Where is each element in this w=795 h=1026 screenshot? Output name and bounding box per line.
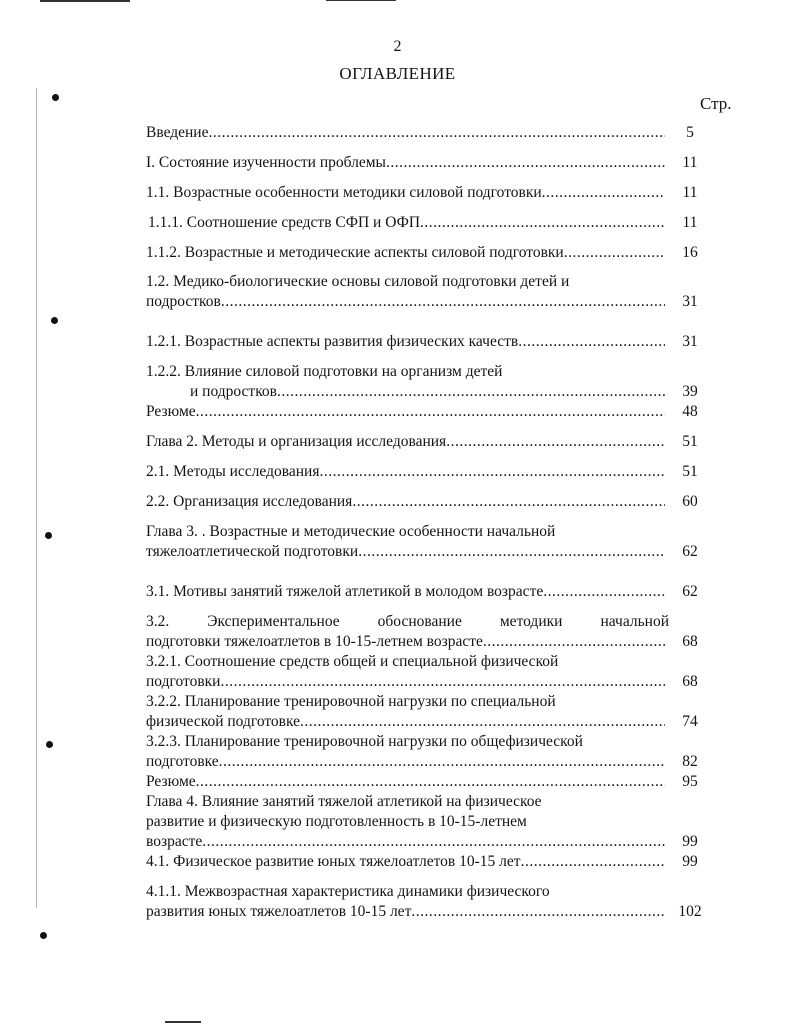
page-column-header: Стр. <box>700 94 732 113</box>
toc-entry-page: 39 <box>682 383 698 400</box>
dot-leader <box>521 852 665 872</box>
toc-entry-page: 48 <box>682 403 698 420</box>
toc-entry-page: 31 <box>682 293 698 310</box>
toc-entry-title: тяжелоатлетической подготовки <box>146 543 359 560</box>
dot-leader <box>220 672 665 692</box>
dot-leader <box>358 542 665 562</box>
toc-entry-page: 31 <box>682 333 698 350</box>
toc-entry-title: развития юных тяжелоатлетов 10-15 лет <box>146 903 412 920</box>
toc-entry-line: 4.1.1. Межвозрастная характеристика динамики физического <box>146 883 550 900</box>
toc-entry-page: 11 <box>682 184 698 201</box>
toc-entry-title: подростков <box>146 293 221 310</box>
toc-entry <box>146 462 709 482</box>
toc-entry-title: 4.1. Физическое развитие юных тяжелоатлетов 10-15 лет <box>146 853 521 870</box>
dot-leader <box>208 123 665 143</box>
dot-leader <box>352 492 665 512</box>
toc-entry-page: 62 <box>682 543 698 560</box>
toc-entry-line: 1.2. Медико-биологические основы силовой подготовки детей и <box>146 273 570 290</box>
page-number: 2 <box>393 38 402 55</box>
toc-entry <box>146 432 709 452</box>
toc-entry-title: и подростков <box>190 383 278 400</box>
dot-leader <box>542 183 665 203</box>
toc-entry <box>146 272 709 312</box>
toc-entry-title: 2.1. Методы исследования <box>146 463 320 480</box>
dot-leader <box>196 402 665 422</box>
toc-entry-title: 1.1. Возрастные особенности методики силовой подготовки <box>146 184 542 201</box>
toc-entry-page: 74 <box>682 713 698 730</box>
toc-entry-title: подготовки <box>146 673 221 690</box>
toc-entry <box>146 772 709 792</box>
dot-leader <box>277 382 665 402</box>
toc-entry <box>146 582 709 602</box>
dot-leader <box>483 632 665 652</box>
margin-bullet <box>51 317 58 324</box>
scan-mark-top <box>326 0 396 1</box>
toc-entry-title: подготовки тяжелоатлетов в 10-15-летнем возрасте <box>146 633 483 650</box>
toc-entry <box>146 153 709 173</box>
dot-leader <box>386 153 665 173</box>
toc-entry-page: 60 <box>682 493 698 510</box>
page-title: ОГЛАВЛЕНИЕ <box>339 64 456 83</box>
toc-entry-line: Глава 4. Влияние занятий тяжелой атлетикой на физическое <box>146 793 542 810</box>
toc-entry <box>146 692 709 732</box>
toc-entry-title: Резюме <box>146 773 196 790</box>
dot-leader <box>543 582 665 602</box>
toc-entry <box>146 612 709 652</box>
toc-entry-page: 102 <box>678 903 702 920</box>
toc-entry-title: 3.1. Мотивы занятий тяжелой атлетикой в молодом возрасте <box>146 583 544 600</box>
toc-entry-page: 51 <box>682 463 698 480</box>
toc-entry-line: Глава 3. . Возрастные и методические особенности начальной <box>146 523 556 540</box>
toc-entry-page: 68 <box>682 673 698 690</box>
toc-entry-line: 3.2.3. Планирование тренировочной нагрузки по общефизической <box>146 733 583 750</box>
margin-bullet <box>52 94 59 101</box>
toc-entry-line: 3.2.2. Планирование тренировочной нагрузки по специальной <box>146 693 556 710</box>
margin-bullet <box>45 532 52 539</box>
toc-entry-page: 62 <box>682 583 698 600</box>
toc-entry-title: I. Состояние изученности проблемы <box>146 154 386 171</box>
scan-mark-bottom <box>165 1021 201 1023</box>
toc-entry-page: 99 <box>682 833 698 850</box>
toc-entry-line: 3.2. Экспериментальное обоснование методики начальной <box>146 613 669 630</box>
toc-entry-title: Введение <box>146 124 209 141</box>
toc-entry-title: Резюме <box>146 403 196 420</box>
toc-entry-title: Глава 2. Методы и организация исследования <box>146 433 447 450</box>
toc-entry-page: 16 <box>682 244 698 261</box>
dot-leader <box>300 712 665 732</box>
toc-entry <box>146 652 709 692</box>
dot-leader <box>221 292 665 312</box>
dot-leader <box>446 432 665 452</box>
toc-entry-line: развитие и физическую подготовленность в 10-15-летнем <box>146 813 527 830</box>
toc-entry-title: 1.2.1. Возрастные аспекты развития физических качеств <box>146 333 519 350</box>
toc-entry <box>146 362 709 402</box>
toc-entry <box>146 332 709 352</box>
toc-entry <box>146 243 709 263</box>
dot-leader <box>420 213 665 233</box>
toc-entry <box>146 882 709 922</box>
toc-entry <box>146 213 709 233</box>
toc-entry <box>146 732 709 772</box>
toc-entry-line: 3.2.1. Соотношение средств общей и специальной физической <box>146 653 559 670</box>
toc-entry-title: физической подготовке <box>146 713 301 730</box>
toc-entry-page: 11 <box>682 154 698 171</box>
toc-entry-page: 11 <box>682 214 698 231</box>
scan-margin-line <box>36 88 37 908</box>
margin-bullet <box>46 741 53 748</box>
toc-entry <box>146 402 709 422</box>
toc-entry-page: 95 <box>682 773 698 790</box>
toc-entry-page: 51 <box>682 433 698 450</box>
dot-leader <box>564 243 665 263</box>
toc-entry <box>146 852 709 872</box>
toc-entry-title: возрасте <box>146 833 203 850</box>
dot-leader <box>411 902 665 922</box>
scan-mark-top-left <box>40 0 130 2</box>
dot-leader <box>196 772 665 792</box>
toc-entry-page: 82 <box>682 753 698 770</box>
dot-leader <box>202 832 665 852</box>
margin-bullet <box>40 932 47 939</box>
toc-entry <box>146 792 709 852</box>
toc-entry-title: 2.2. Организация исследования <box>146 493 353 510</box>
toc-entry-title: подготовке <box>146 753 219 770</box>
toc-entry-page: 5 <box>686 124 694 141</box>
dot-leader <box>219 752 665 772</box>
dot-leader <box>518 332 665 352</box>
toc-entry <box>146 183 709 203</box>
toc-entry-title: 1.1.2. Возрастные и методические аспекты силовой подготовки <box>146 244 564 261</box>
toc-entry <box>146 123 709 143</box>
toc-entry-line: 1.2.2. Влияние силовой подготовки на организм детей <box>146 363 503 380</box>
toc-entry <box>146 492 709 512</box>
toc-entry-page: 68 <box>682 633 698 650</box>
toc-entry <box>146 522 709 562</box>
toc-entry-page: 99 <box>682 853 698 870</box>
toc-entry-title: 1.1.1. Соотношение средств СФП и ОФП <box>148 214 421 231</box>
dot-leader <box>319 462 665 482</box>
